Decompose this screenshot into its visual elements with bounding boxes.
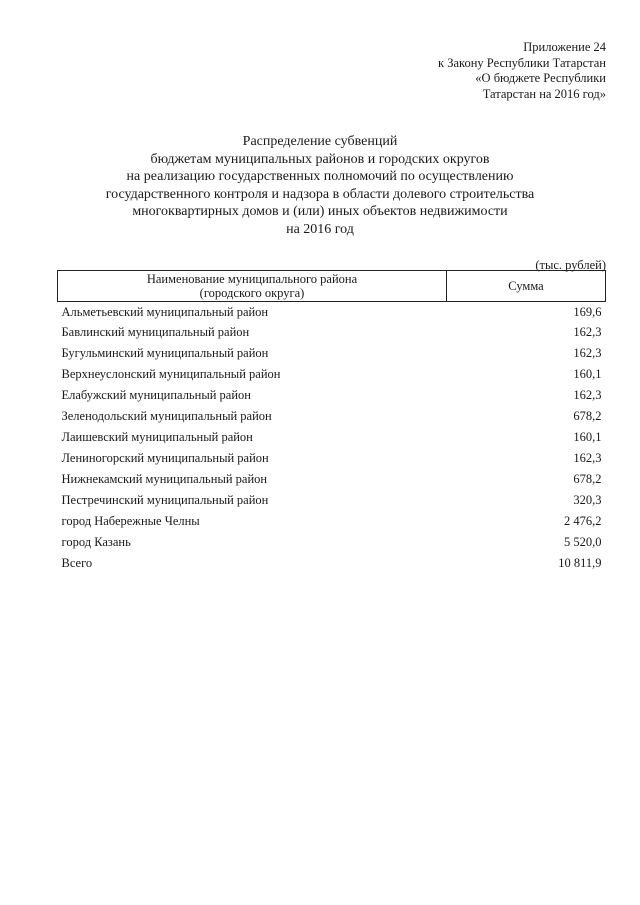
table-row (58, 322, 606, 343)
row-sum: 169,6 (573, 305, 602, 319)
title-line-3: на реализацию государственных полномочий по осуществлению (126, 169, 514, 184)
column-header-name-line-2: (городского округа) (199, 286, 305, 300)
row-name: Бавлинский муниципальный район (61, 325, 250, 339)
total-sum: 10 811,9 (558, 556, 602, 570)
table-row (58, 364, 606, 385)
column-header-sum: Сумма (447, 271, 606, 302)
row-name: Зеленодольский муниципальный район (61, 409, 272, 423)
row-sum: 160,1 (573, 367, 602, 381)
title-line-4: государственного контроля и надзора в области долевого строительства (105, 186, 535, 202)
appendix-line-3: «О бюджете Республики (475, 71, 606, 85)
units-label: (тыс. рублей) (535, 258, 606, 272)
table-row (58, 406, 606, 427)
column-header-name-line-1: Наименование муниципального района (146, 272, 358, 286)
row-name: Верхнеуслонский муниципальный район (61, 367, 281, 381)
table-header-row (58, 271, 606, 302)
table-row (58, 511, 606, 532)
table-row (58, 448, 606, 469)
row-sum: 162,3 (573, 325, 602, 339)
appendix-block (438, 40, 606, 102)
row-name: Пестречинский муниципальный район (61, 493, 269, 507)
subventions-table (57, 270, 606, 574)
table-row (58, 469, 606, 490)
appendix-line-1: Приложение 24 (523, 40, 606, 54)
row-name: Лаишевский муниципальный район (61, 430, 253, 444)
appendix-line-4: Татарстан на 2016 год» (482, 86, 606, 101)
row-sum: 320,3 (573, 493, 602, 507)
row-sum: 678,2 (573, 472, 602, 486)
table-row (58, 490, 606, 511)
total-label: Всего (61, 556, 93, 570)
table-row (58, 302, 606, 323)
document-title (0, 133, 640, 238)
table-row (58, 343, 606, 364)
title-line-1: Распределение субвенций (242, 134, 398, 149)
title-line-6: на 2016 год (286, 221, 354, 237)
row-name: город Набережные Челны (61, 514, 200, 528)
row-name: Лениногорский муниципальный район (61, 451, 269, 465)
table-row (58, 427, 606, 448)
title-line-2: бюджетам муниципальных районов и городских округов (150, 151, 490, 167)
row-sum: 162,3 (573, 451, 602, 465)
row-sum: 162,3 (573, 346, 602, 360)
row-name: Елабужский муниципальный район (61, 388, 251, 402)
row-name: Нижнекамский муниципальный район (61, 472, 268, 486)
column-header-name (58, 271, 447, 302)
row-name: Бугульминский муниципальный район (61, 346, 269, 360)
row-sum: 678,2 (573, 409, 602, 423)
row-sum: 2 476,2 (564, 514, 602, 528)
table-row (58, 532, 606, 553)
table-body (58, 302, 606, 575)
total-row (58, 553, 606, 574)
title-line-5: многоквартирных домов и (или) иных объектов недвижимости (132, 204, 508, 219)
appendix-line-2: к Закону Республики Татарстан (438, 55, 606, 70)
row-sum: 160,1 (573, 430, 602, 444)
row-name: Альметьевский муниципальный район (61, 305, 269, 319)
row-sum: 5 520,0 (564, 535, 602, 549)
row-sum: 162,3 (573, 388, 602, 402)
table-row (58, 385, 606, 406)
row-name: город Казань (61, 535, 131, 549)
